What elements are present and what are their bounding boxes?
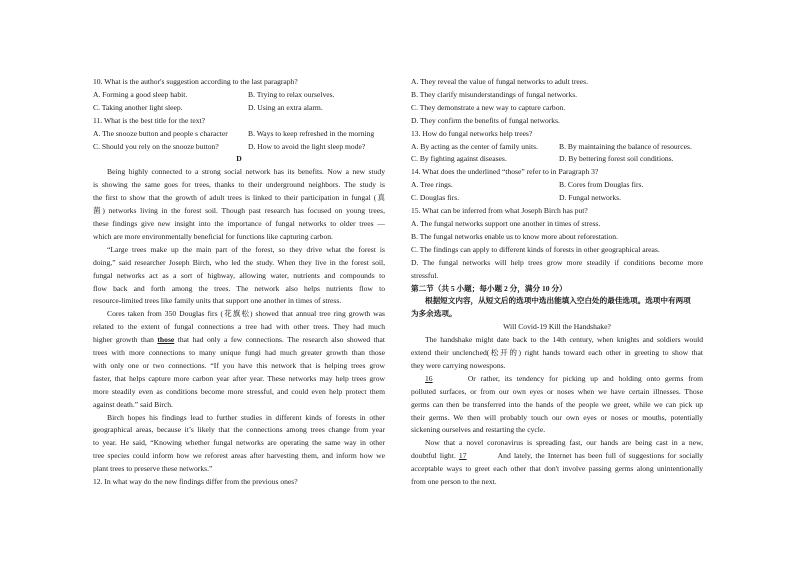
option-b: B. Trying to relax ourselves. [248,89,335,99]
option-c: C. They demonstrate a new way to capture carbon. [411,102,566,112]
paragraph-2 [93,244,385,309]
option-a: A. The snooze button and people s character [93,128,228,138]
question-11: 11. What is the best title for the text? [93,115,205,125]
handshake-paragraph-3 [411,437,703,489]
passage-title: Will Covid-19 Kill the Handshake? [503,322,611,332]
question-10-options-row1 [93,89,385,102]
text-line: related to the extent of fungal connections a tree had with other trees. They had much [93,322,385,332]
option-d-continued: stressful. [411,270,439,280]
text-span: that had only a few connections. The research also showed that [174,335,386,345]
text-line: faster, that helps capture more carbon year after year. These networks may help trees grow [93,373,385,383]
question-10-options-row2 [93,102,385,115]
text-line: to year. He said, “Knowing whether fungal networks are operating the same way in other [93,438,385,448]
text-line [93,334,385,347]
blank-16[interactable]: 16 [425,373,433,383]
question-11-options-row1 [93,128,385,141]
text-line: tree species could inform how we reforest areas after harvesting them, and inform how we [93,451,385,461]
text-span: Or rather, its tendency for picking up and holding onto germs from [463,373,703,383]
paragraph-1 [93,166,385,243]
text-span: And lately, the Internet has been full of suggestions for socially [494,451,703,461]
option-d: D. By bettering forest soil conditions. [559,154,674,164]
text-line: sickening ourselves and restarting the cycle. [411,425,546,435]
option-c: C. Douglas firs. [411,193,460,203]
option-b: B. The fungal networks enable us to know more about reforestation. [411,231,618,241]
text-line: flow back and forth among the trees. The network also helps nutrients flow to [93,283,385,293]
handshake-paragraph-2 [411,373,703,438]
option-a: A. The fungal networks support one another in times of stress. [411,218,601,228]
underlined-those: those [157,335,175,345]
option-b: B. By maintaining the balance of resources. [559,141,692,151]
option-d: D. How to avoid the light sleep mode? [248,141,366,151]
text-line: 菌) networks living in the forest soil. Though past research has focused on young trees, [93,206,385,216]
text-line: their germs. We then will probably touch our own eyes or noses or mouths, potentially [411,412,703,422]
text-line: The handshake might date back to the 14th century, when knights and soldiers would [425,335,703,345]
text-line: against death.” said Birch. [93,399,173,409]
option-d: D. Using an extra alarm. [248,102,323,112]
text-line: germs can then be transferred into the hands of the people we greet, while we can pick up [411,399,703,409]
option-d: D. The fungal networks will help trees grow more steadily if conditions become more [411,257,703,267]
question-14-options-row2 [411,192,703,205]
text-span: doubtful light. [411,451,459,461]
question-14: 14. What does the underlined “those” refer to in Paragraph 3? [411,167,599,177]
text-line: these findings give new insight into the importance of fungal networks to older trees — [93,218,385,228]
text-line: trees with more connections to many unique fungi had much greater growth than those [93,348,385,358]
blank-17[interactable]: 17 [458,451,467,461]
option-c: C. By fighting against diseases. [411,154,507,164]
text-line: which are more environmentally beneficial for functions like capturing carbon. [93,231,333,241]
option-b: B. Cores from Douglas firs. [559,180,644,190]
text-line: geographical areas, because it’s likely that the connections among trees change from year [93,425,385,435]
text-span: higher growth than [93,335,158,345]
question-14-options-row1 [411,179,703,192]
text-line: extend their unclenched(松开的) right hands toward each other in greeting to show that [411,348,703,358]
text-line: resource-limited trees like family units that support one another in times of stress. [93,296,342,306]
question-10: 10. What is the author's suggestion according to the last paragraph? [93,77,298,86]
section-2-heading: 第二节（共 5 小题；每小题 2 分，满分 10 分） [411,283,567,293]
question-15: 15. What can be inferred from what Joseph Birch has put? [411,206,588,216]
text-line: doing,” said researcher Joseph Birch, who led the study. When they live in the forest soil, [93,257,385,267]
text-line: Now that a novel coronavirus is spreading fast, our hands are being cast in a new, [425,438,703,448]
question-11-options-row2 [93,141,385,154]
section-d-heading: D [236,154,242,164]
question-13: 13. How do fungal networks help trees? [411,128,533,138]
text-line [411,373,703,386]
text-line: more steadily even as conditions become more stressful, and could even help protect them [93,386,385,396]
text-line: plant trees to preserve these networks.” [93,464,213,474]
option-d: D. Fungal networks. [559,193,622,203]
text-line: the first to show that the growth of adult trees is linked to their participation in fungal (真 [93,193,385,203]
question-12: 12. In what way do the new findings differ from the previous ones? [93,477,298,487]
text-line [411,450,703,463]
question-13-options-row1 [411,141,703,154]
option-c: C. The findings can apply to different kinds of forests in other geographical areas. [411,244,660,254]
text-line: with only one or two connections. “If you have this network that is helping trees grow [93,360,385,370]
option-b: B. They clarify misunderstandings of fungal networks. [411,89,578,99]
text-line: Birch hopes his findings lead to further studies in different kinds of forests in other [107,412,385,422]
paragraph-4 [93,412,385,477]
option-c: C. Should you rely on the snooze button? [93,141,219,151]
option-c: C. Taking another light sleep. [93,102,183,112]
option-d: D. They confirm the benefits of fungal networks. [411,115,560,125]
text-line: polluted surfaces, or from our own eyes or noses when we have certain illnesses. Those [411,386,703,396]
option-a: A. By acting as the center of family units. [411,141,538,151]
question-13-options-row2 [411,153,703,166]
handshake-paragraph-1 [411,334,703,373]
option-b: B. Ways to keep refreshed in the morning [248,128,375,138]
right-column [411,76,703,489]
option-a: A. Forming a good sleep habit. [93,89,188,99]
text-line: acceptable ways to greet each other that don't involve passing germs along unintentionally [411,464,703,474]
text-line: Being highly connected to a strong social network has its benefits. Now a new study [107,167,385,177]
instructions-line: 根据短文内容，从短文后的选项中选出能填入空白处的最佳选项。选项中有两项 [425,296,691,306]
option-a: A. Tree rings. [411,180,453,190]
text-line: fungal networks act as a sort of highway, allowing water, nutrients and compounds to [93,270,385,280]
text-line: “Large trees make up the main part of the forest, so they drive what the forest is [107,244,385,254]
instructions-line: 为多余选项。 [411,309,457,319]
paragraph-3 [93,308,385,411]
option-a: A. They reveal the value of fungal networks to adult trees. [411,77,588,86]
left-column [93,76,385,489]
text-line: they were carrying nowespons. [411,360,506,370]
text-line: Cores taken from 350 Douglas firs (花旗松) showed that annual tree ring growth was [107,309,385,319]
text-line: is showing the same goes for trees, thanks to their underground neighbors. The study is [93,180,385,190]
text-line: from one person to the next. [411,477,497,487]
